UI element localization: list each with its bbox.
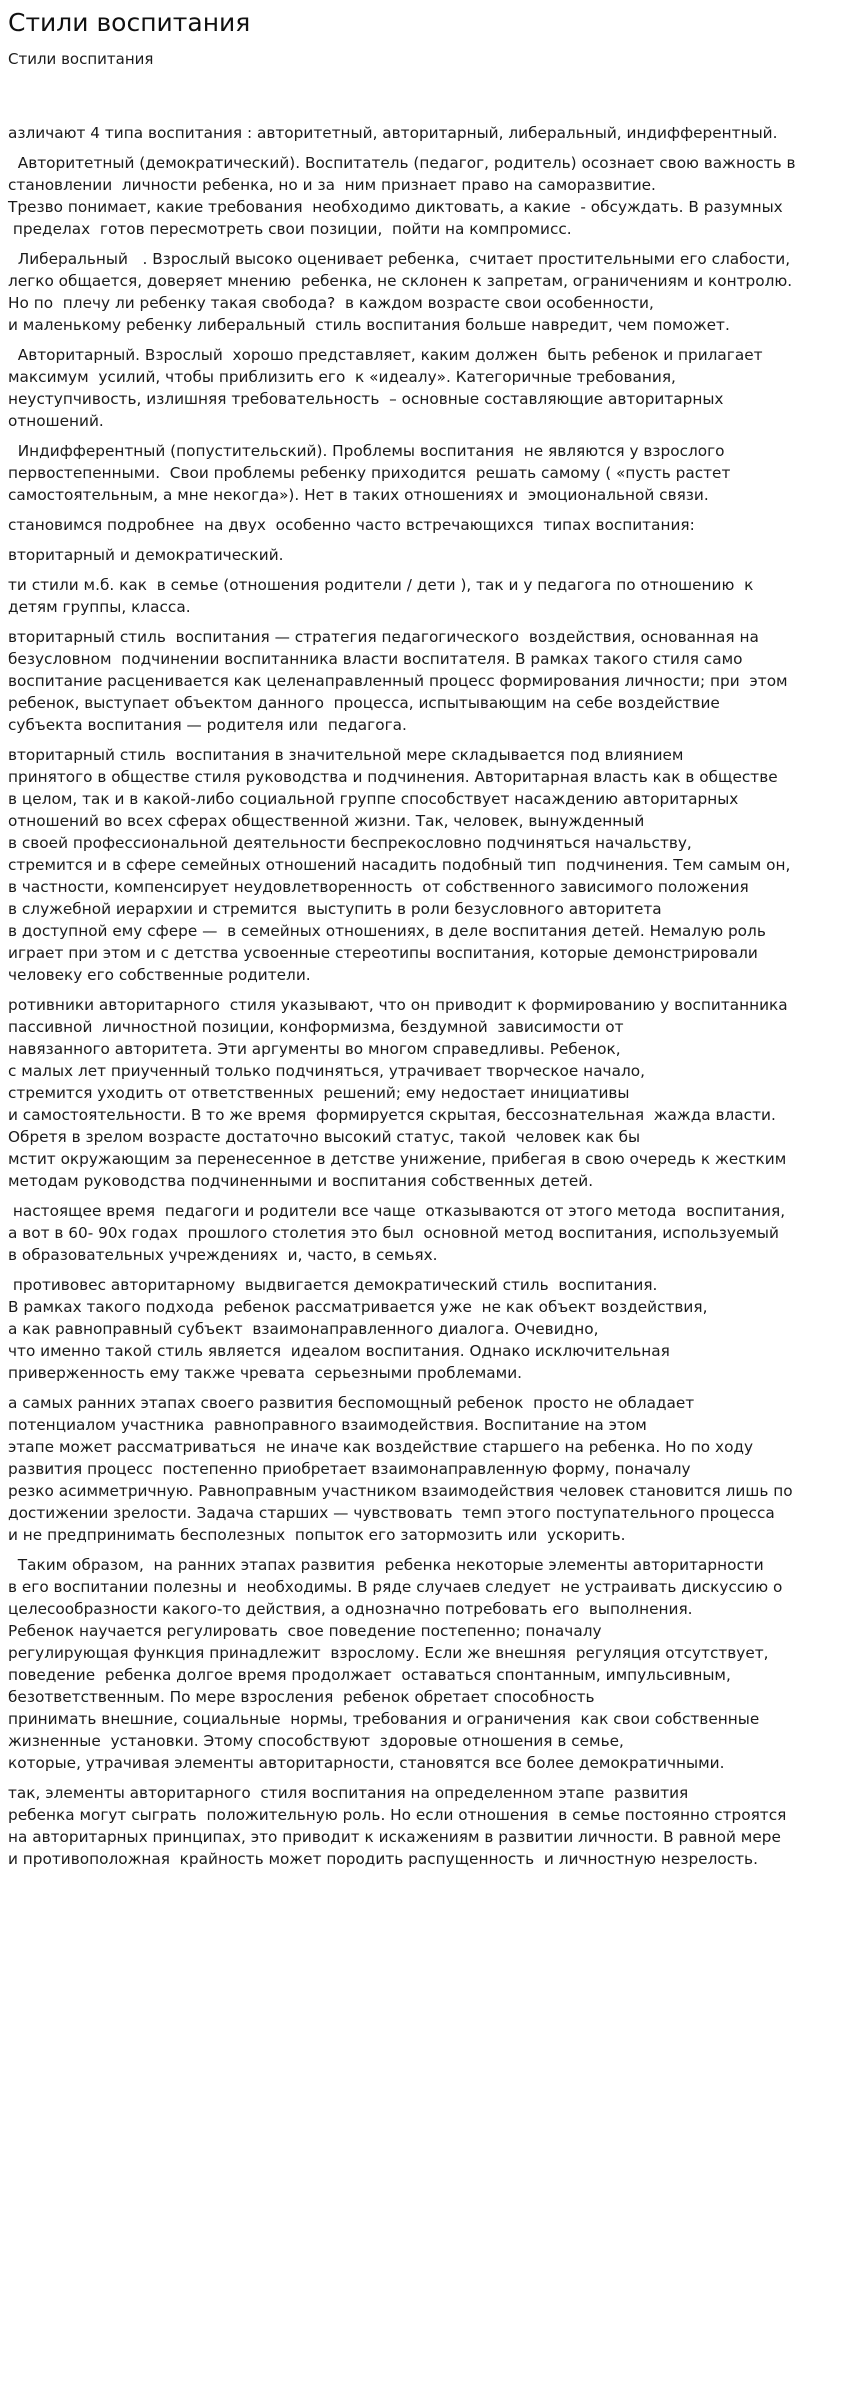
paragraph: вторитарный стиль воспитания в значительной мере складывается под влиянием принятого в обществе стиля руководства и подчинения. Авторитарная власть как в обществе в целом, так и в какой-либо социальной группе способствует насаждению авторитарных отношений во всех сферах общественной жизни. Так, человек, вынужденный в своей профессиональной деятельности беспрекословно подчиняться начальству, стремится и в сфере семейных отношений насадить подобный тип подчинения. Тем самым он, в частности, компенсирует неудовлетворенность от собственного зависимого положения в служебной иерархии и стремится выступить в роли безусловного авторитета в доступной ему сфере — в семейных отношениях, в деле воспитания детей. Немалую роль играет при этом и с детства усвоенные стереотипы воспитания, которые демонстрировали человеку его собственные родители. — [8, 746, 791, 984]
paragraph: ти стили м.б. как в семье (отношения родители / дети ), так и у педагога по отношению к детям группы, класса. — [8, 576, 754, 616]
paragraph: Авторитарный. Взрослый хорошо представляет, каким должен быть ребенок и прилагает максимум усилий, чтобы приблизить его к «идеалу». Категоричные требования, неуступчивость, излишняя требовательность – основные составляющие авторитарных отношений. — [8, 346, 763, 430]
paragraph: так, элементы авторитарного стиля воспитания на определенном этапе развития ребенка могут сыграть положительную роль. Но если отношения в семье постоянно строятся на авторитарных принципах, это приводит к искажениям в развитии личности. В равной мере и противоположная крайность может породить распущенность и личностную незрелость. — [8, 1784, 787, 1868]
paragraph: Либеральный . Взрослый высоко оценивает ребенка, считает простительными его слабости, легко общается, доверяет мнению ребенка, не склонен к запретам, ограничениям и контролю. Но по плечу ли ребенку такая свобода? в каждом возрасте свои особенности, и маленькому ребенку либеральный стиль воспитания больше навредит, чем поможет. — [8, 250, 793, 334]
paragraph: становимся подробнее на двух особенно часто встречающихся типах воспитания: — [8, 516, 695, 534]
page-title: Стили воспитания — [8, 8, 251, 37]
paragraph: вторитарный и демократический. — [8, 546, 284, 564]
paragraph: настоящее время педагоги и родители все чаще отказываются от этого метода воспитания, а вот в 60- 90х годах прошлого столетия это был основной метод воспитания, используемый в образовательных учреждениях и, часто, в семьях. — [8, 1202, 786, 1264]
paragraph: Таким образом, на ранних этапах развития ребенка некоторые элементы авторитарности в его воспитании полезны и необходимы. В ряде случаев следует не устраивать дискуссию о целесообразности какого-то действия, а однозначно потребовать его выполнения. Ребенок научается регулировать свое поведение постепенно; поначалу регулирующая функция принадлежит взрослому. Если же внешняя регуляция отсутствует, поведение ребенка долгое время продолжает оставаться спонтанным, импульсивным, безответственным. По мере взросления ребенок обретает способность принимать внешние, социальные нормы, требования и ограничения как свои собственные жизненные установки. Этому способствуют здоровые отношения в семье, которые, утрачивая элементы авторитарности, становятся все более демократичными. — [8, 1556, 783, 1772]
paragraph: Индифферентный (попустительский). Проблемы воспитания не являются у взрослого первостепенными. Свои проблемы ребенку приходится решать самому ( «пусть растет самостоятельным, а мне некогда»). Нет в таких отношениях и эмоциональной связи. — [8, 442, 731, 504]
page-subtitle: Стили воспитания — [8, 50, 154, 68]
paragraph: противовес авторитарному выдвигается демократический стиль воспитания. В рамках такого подхода ребенок рассматривается уже не как объект воздействия, а как равноправный субъект взаимонаправленного диалога. Очевидно, что именно такой стиль является идеалом воспитания. Однако исключительная приверженность ему также чревата серьезными проблемами. — [8, 1276, 708, 1382]
paragraph: а самых ранних этапах своего развития беспомощный ребенок просто не обладает потенциалом участника равноправного взаимодействия. Воспитание на этом этапе может рассматриваться не иначе как воздействие старшего на ребенка. Но по ходу развития процесс постепенно приобретает взаимонаправленную форму, поначалу резко асимметричную. Равноправным участником взаимодействия человек становится лишь по достижении зрелости. Задача старших — чувствовать темп этого поступательного процесса и не предпринимать бесполезных попыток его затормозить или ускорить. — [8, 1394, 793, 1544]
paragraph: Авторитетный (демократический). Воспитатель (педагог, родитель) осознает свою важность в становлении личности ребенка, но и за ним признает право на саморазвитие. Трезво понимает, какие требования необходимо диктовать, а какие - обсуждать. В разумных пределах готов пересмотреть свои позиции, пойти на компромисс. — [8, 154, 796, 238]
paragraph: азличают 4 типа воспитания : авторитетный, авторитарный, либеральный, индифферентный. — [8, 124, 778, 142]
paragraph: ротивники авторитарного стиля указывают, что он приводит к формированию у воспитанника пассивной личностной позиции, конформизма, бездумной зависимости от навязанного авторитета. Эти аргументы во многом справедливы. Ребенок, с малых лет приученный только подчиняться, утрачивает творческое начало, стремится уходить от ответственных решений; ему недостает инициативы и самостоятельности. В то же время формируется скрытая, бессознательная жажда власти. Обретя в зрелом возрасте достаточно высокий статус, такой человек как бы мстит окружающим за перенесенное в детстве унижение, прибегая в свою очередь к жестким методам руководства подчиненными и воспитания собственных детей. — [8, 996, 788, 1190]
article-body — [8, 122, 839, 1870]
paragraph: вторитарный стиль воспитания — стратегия педагогического воздействия, основанная на безусловном подчинении воспитанника власти воспитателя. В рамках такого стиля само воспитание расценивается как целенаправленный процесс формирования личности; при этом ребенок, выступает объектом данного процесса, испытывающим на себе воздействие субъекта воспитания — родителя или педагога. — [8, 628, 788, 734]
